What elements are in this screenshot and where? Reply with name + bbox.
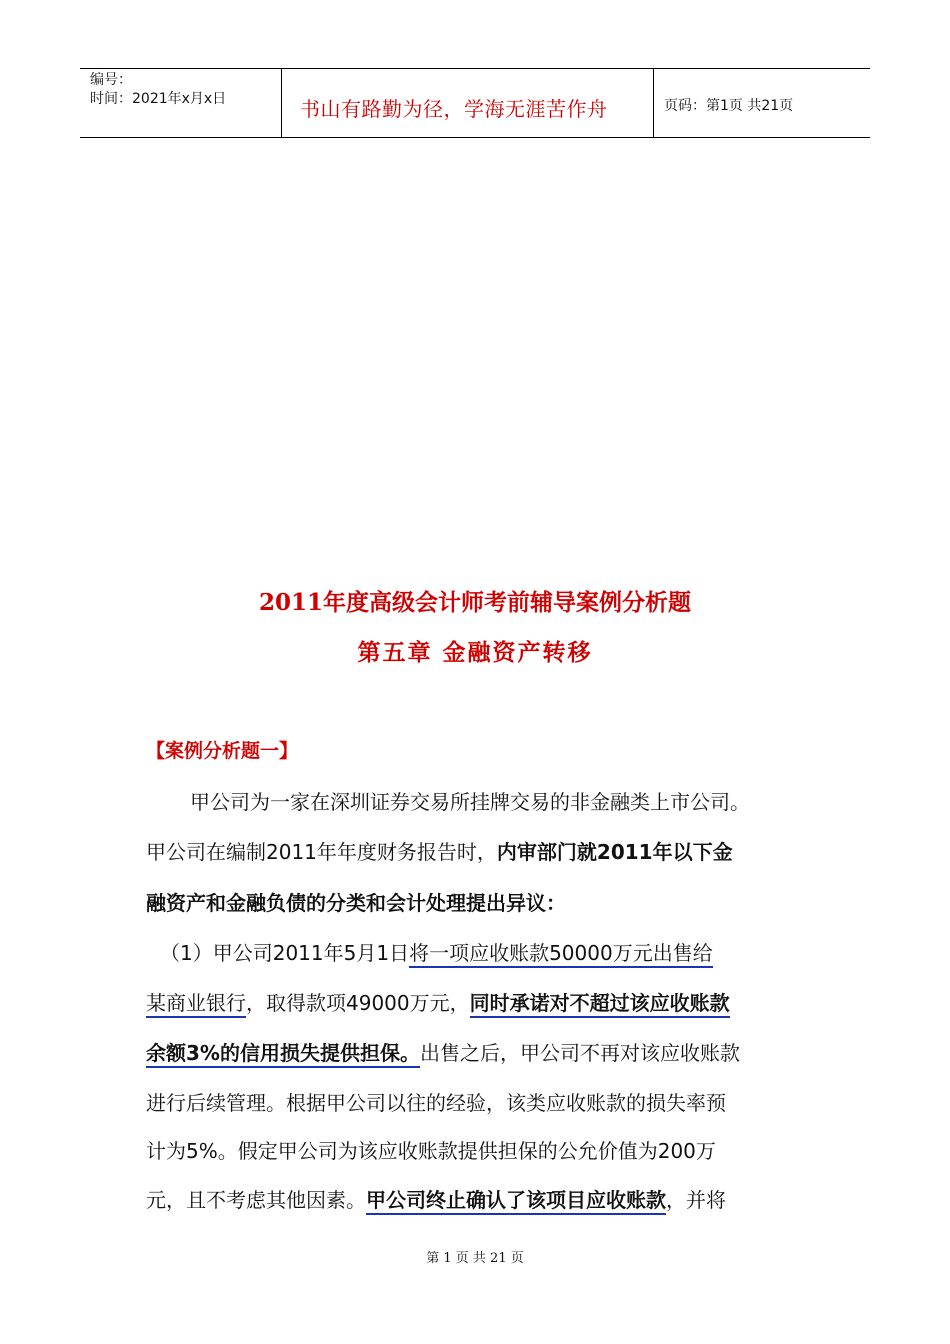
- time-label: 时间：2021年x月x日: [90, 91, 227, 107]
- underlined-text-run: 某商业银行: [146, 991, 246, 1018]
- motto-text: 书山有路勤为径，学海无涯苦作舟: [300, 97, 608, 121]
- page-number-label: 页码：第1页 共21页: [664, 98, 794, 114]
- text-run: 出售之后，甲公司不再对该应收账款: [419, 1041, 740, 1065]
- paragraph-line-5: [146, 987, 730, 1016]
- text-run: 甲公司在编制2011年年度财务报告时，: [146, 840, 497, 864]
- text-run: ，取得款项49000万元，: [246, 991, 470, 1015]
- underlined-text-run: 将一项应收账款50000万元出售给: [409, 941, 713, 968]
- header-page-cell: [654, 69, 870, 137]
- header-info-cell: [80, 69, 282, 137]
- number-label: 编号：: [90, 72, 132, 88]
- bold-underlined-text-run: 甲公司终止确认了该项目应收账款: [366, 1188, 666, 1215]
- chapter-title: 第五章 金融资产转移: [357, 639, 593, 666]
- paragraph-line-2: [146, 836, 733, 865]
- bold-underlined-text-run: 余额3%的信用损失提供担保。: [146, 1041, 420, 1068]
- paragraph-line-8: [146, 1135, 716, 1164]
- case-heading: 【案例分析题一】: [146, 740, 299, 762]
- page-footer: 第 1 页 共 21 页: [426, 1251, 524, 1266]
- text-run: 元，且不考虑其他因素。: [146, 1188, 366, 1212]
- text-run: 进行后续管理。根据甲公司以往的经验，该类应收账款的损失率预: [146, 1091, 726, 1115]
- text-run: （1）甲公司2011年5月1日: [160, 941, 410, 965]
- paragraph-line-6: [146, 1037, 740, 1066]
- paragraph-line-7: [146, 1087, 726, 1116]
- bold-underlined-text-run: 同时承诺对不超过该应收账款: [470, 991, 730, 1018]
- paragraph-line-4: [160, 937, 713, 966]
- header-table: [80, 68, 870, 138]
- bold-text-run: 内审部门就2011年以下金: [496, 840, 733, 864]
- paragraph-line-9: [146, 1184, 726, 1213]
- text-run: 计为5%。假定甲公司为该应收账款提供担保的公允价值为200万: [146, 1139, 716, 1163]
- bold-text-run: 融资产和金融负债的分类和会计处理提出异议：: [146, 891, 566, 915]
- paragraph-line-1: [190, 786, 750, 815]
- header-motto-cell: [282, 69, 654, 137]
- text-run: 甲公司为一家在深圳证券交易所挂牌交易的非金融类上市公司。: [190, 790, 750, 814]
- document-title: 2011年度高级会计师考前辅导案例分析题: [258, 589, 691, 616]
- paragraph-line-3: [146, 887, 566, 916]
- text-run: ，并将: [666, 1188, 726, 1212]
